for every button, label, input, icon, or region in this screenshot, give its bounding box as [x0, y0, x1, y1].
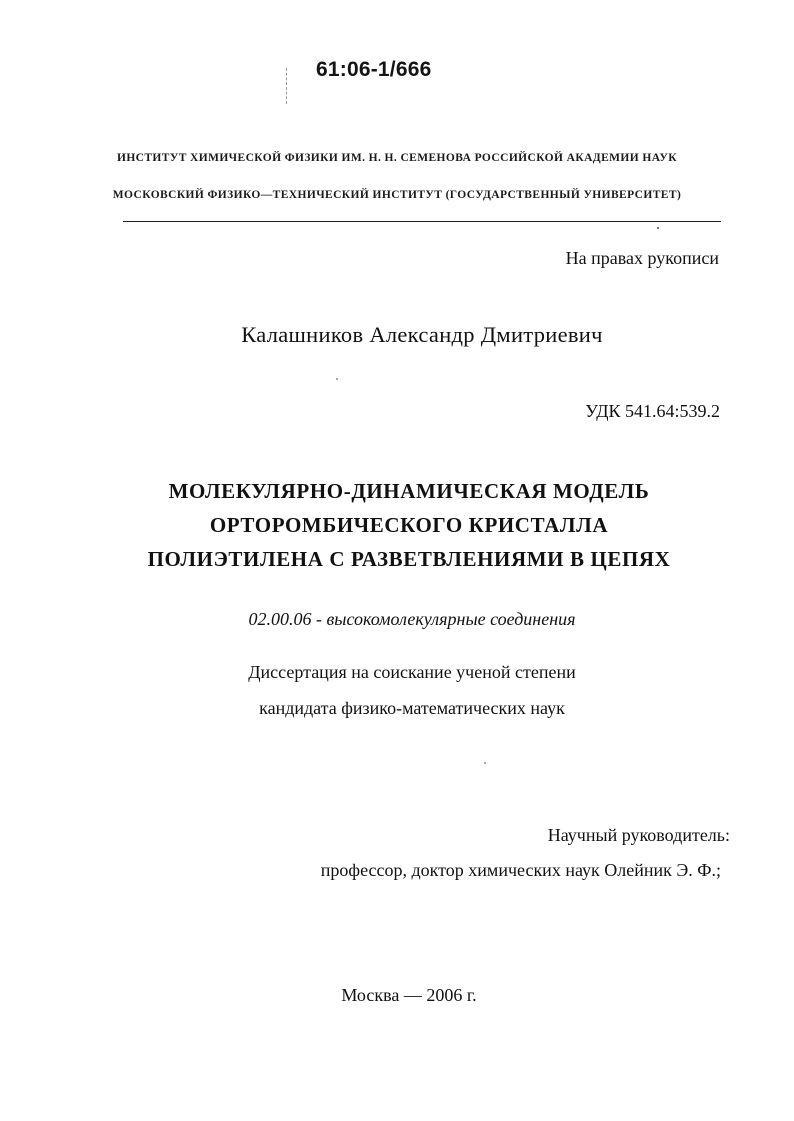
place-and-year: Москва — 2006 г. [341, 985, 477, 1005]
scan-speck [336, 378, 338, 380]
scan-artifact-dashes [286, 68, 288, 104]
dissertation-title [0, 474, 794, 576]
scan-speck [484, 762, 486, 764]
header-divider [123, 221, 721, 222]
udk-code: УДК 541.64:539.2 [585, 401, 720, 421]
title-line-2: ОРТОРОМБИЧЕСКОГО КРИСТАЛЛА [209, 513, 609, 537]
author-name: Калашников Александр Дмитриевич [241, 322, 603, 347]
title-line-1: МОЛЕКУЛЯРНО-ДИНАМИЧЕСКАЯ МОДЕЛЬ [168, 479, 650, 503]
degree-line-2: кандидата физико-математических наук [259, 698, 565, 718]
institution-line-2: МОСКОВСКИЙ ФИЗИКО—ТЕХНИЧЕСКИЙ ИНСТИТУТ (ГОСУДАРСТВЕННЫЙ УНИВЕРСИТЕТ) [112, 189, 682, 201]
supervisor-label: Научный руководитель: [547, 825, 730, 845]
institution-line-1: ИНСТИТУТ ХИМИЧЕСКОЙ ФИЗИКИ ИМ. Н. Н. СЕМЕНОВА РОССИЙСКОЙ АКАДЕМИИ НАУК [116, 152, 678, 164]
manuscript-note: На правах рукописи [565, 248, 719, 268]
archive-stamp: 61:06-1/666 [316, 58, 432, 81]
specialty-code: 02.00.06 - высокомолекулярные соединения [248, 609, 576, 629]
supervisor-name: профессор, доктор химических наук Олейник Э. Ф.; [320, 860, 721, 880]
title-line-3: ПОЛИЭТИЛЕНА С РАЗВЕТВЛЕНИЯМИ В ЦЕПЯХ [147, 547, 671, 571]
degree-line-1: Диссертация на соискание ученой степени [248, 662, 576, 682]
scan-speck [657, 227, 659, 229]
